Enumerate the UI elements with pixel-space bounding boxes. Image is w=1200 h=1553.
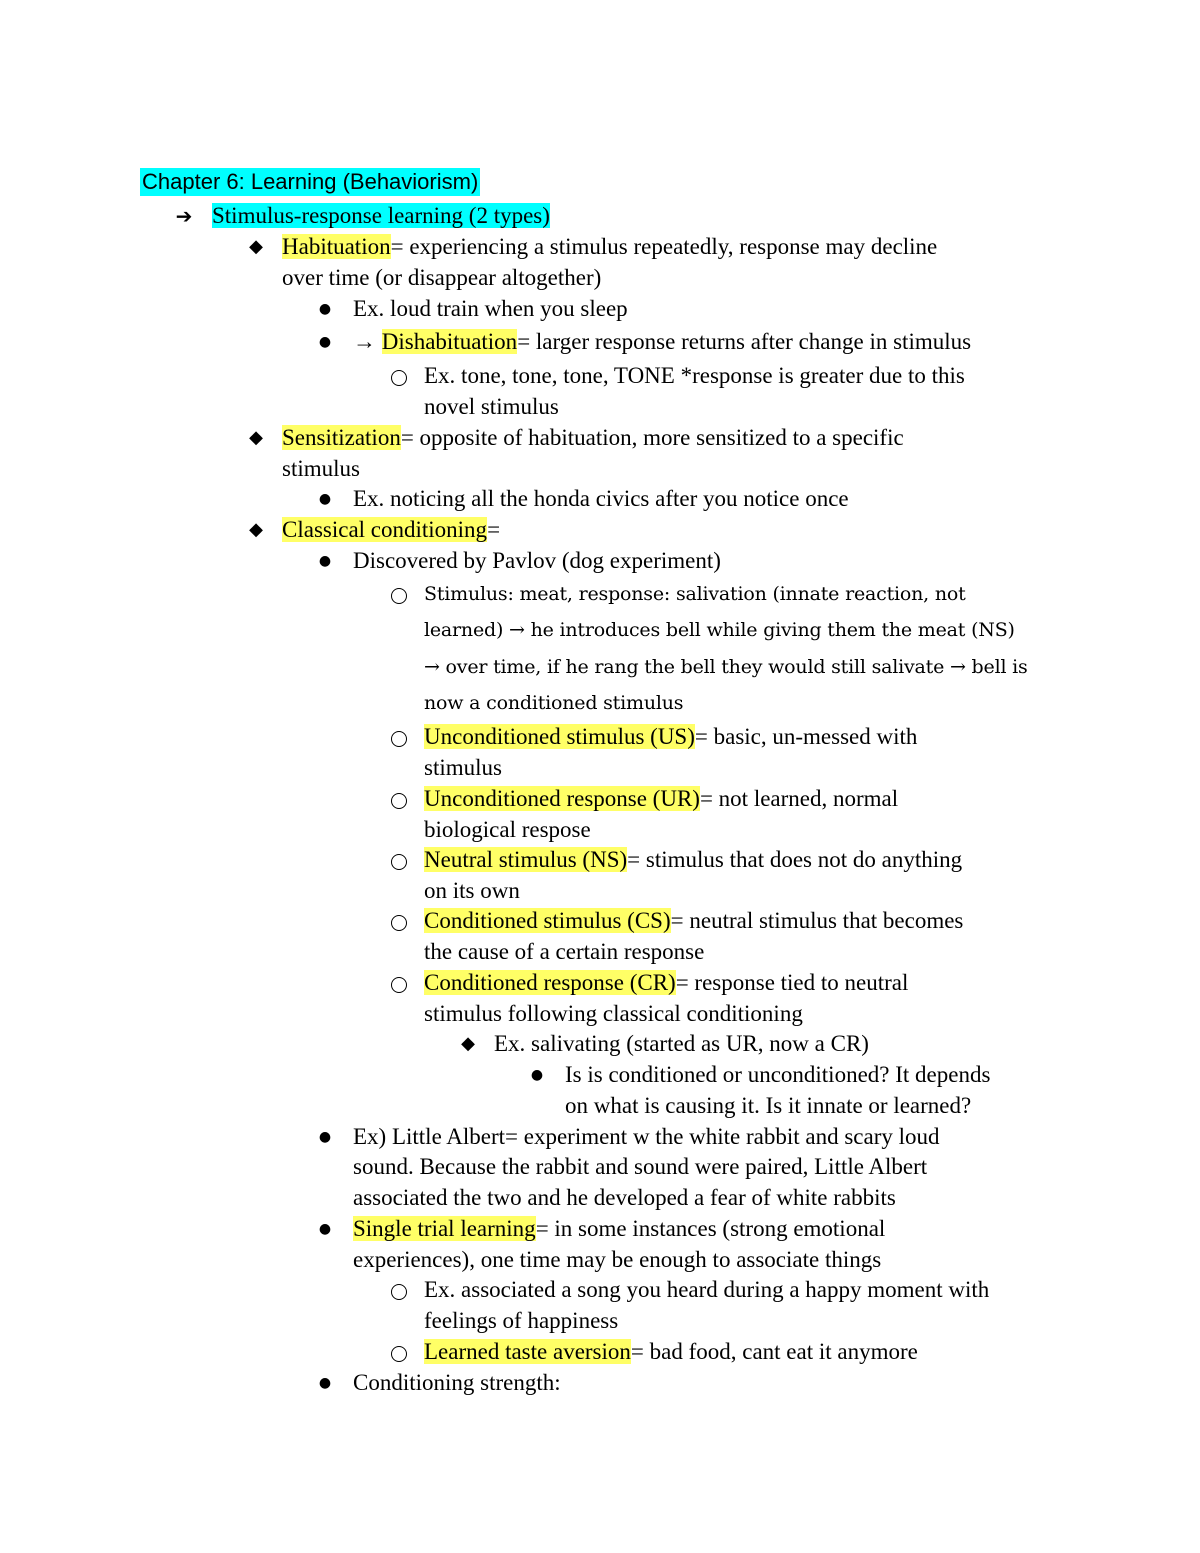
continuation-text: on its own [424, 878, 520, 903]
continuation-text: stimulus [282, 456, 360, 481]
circle-bullet-icon [391, 370, 407, 386]
outline-item-taste-aversion [424, 1337, 918, 1367]
dot-bullet-icon: ● [318, 1221, 332, 1237]
outline-item-classical-conditioning [282, 515, 500, 545]
term-single-trial-learning: Single trial learning [353, 1216, 536, 1241]
chapter-title: Chapter 6: Learning (Behaviorism) [142, 169, 479, 194]
term-learned-taste-aversion: Learned taste aversion [424, 1339, 631, 1364]
definition-text: = not learned, normal [699, 786, 899, 811]
term-ur: Unconditioned response (UR) [424, 786, 700, 811]
dot-bullet-icon: ● [318, 1375, 332, 1391]
outline-item-habituation [282, 232, 937, 262]
dot-bullet-icon: ● [318, 1129, 332, 1145]
highlighted-heading: Stimulus-response learning (2 types) [212, 203, 550, 228]
circle-bullet-icon [391, 588, 407, 604]
continuation-text: sound. Because the rabbit and sound were paired, Little Albert [353, 1154, 928, 1179]
outline-item-ns [424, 845, 962, 875]
continuation-text: → over time, if he rang the bell they would still salivate → bell is [424, 656, 1028, 678]
continuation-text: stimulus [424, 755, 502, 780]
outline-item-us [424, 722, 917, 752]
outline-item-ur [424, 784, 898, 814]
term-cr: Conditioned response (CR) [424, 970, 676, 995]
term-dishabituation: Dishabituation [381, 329, 518, 354]
circle-bullet-icon [391, 854, 407, 870]
definition-text: = opposite of habituation, more sensitized to a specific [400, 425, 904, 450]
definition-text: = in some instances (strong emotional [535, 1216, 886, 1241]
outline-item-example: Ex. noticing all the honda civics after you notice once [353, 486, 849, 511]
continuation-text: now a conditioned stimulus [424, 692, 684, 714]
definition-text: = bad food, cant eat it anymore [630, 1339, 918, 1364]
dot-bullet-icon: ● [318, 301, 332, 317]
outline-item-cr [424, 968, 908, 998]
definition-text: = experiencing a stimulus repeatedly, response may decline [390, 234, 938, 259]
circle-bullet-icon [391, 793, 407, 809]
definition-text: = larger response returns after change in stimulus [517, 329, 972, 354]
term-ns: Neutral stimulus (NS) [424, 847, 628, 872]
outline-item-stimulus-response [212, 201, 550, 231]
dot-bullet-icon: ● [530, 1067, 544, 1083]
outline-item-example: Ex. salivating (started as UR, now a CR) [494, 1031, 869, 1056]
continuation-text: biological respose [424, 817, 591, 842]
term-habituation: Habituation [282, 234, 391, 259]
term-sensitization: Sensitization [282, 425, 401, 450]
outline-item-example: Ex. loud train when you sleep [353, 296, 628, 321]
continuation-text: novel stimulus [424, 394, 559, 419]
diamond-bullet-icon: ◆ [249, 519, 263, 540]
dot-bullet-icon: ● [318, 334, 332, 350]
outline-item-little-albert: Ex) Little Albert= experiment w the white rabbit and scary loud [353, 1124, 940, 1149]
definition-text: = stimulus that does not do anything [627, 847, 963, 872]
continuation-text: feelings of happiness [424, 1308, 619, 1333]
arrow-prefix: → [353, 329, 382, 354]
definition-text: = neutral stimulus that becomes [670, 908, 964, 933]
circle-bullet-icon [391, 915, 407, 931]
outline-item-pavlov: Discovered by Pavlov (dog experiment) [353, 548, 721, 573]
continuation-text: over time (or disappear altogether) [282, 265, 602, 290]
dot-bullet-icon: ● [318, 553, 332, 569]
circle-bullet-icon [391, 731, 407, 747]
circle-bullet-icon [391, 1346, 407, 1362]
continuation-text: stimulus following classical conditioning [424, 1001, 803, 1026]
dot-bullet-icon: ● [318, 491, 332, 507]
continuation-text: associated the two and he developed a fear of white rabbits [353, 1185, 896, 1210]
definition-text: = basic, un-messed with [694, 724, 918, 749]
outline-item-example: Ex. associated a song you heard during a happy moment with [424, 1277, 990, 1302]
term-cs: Conditioned stimulus (CS) [424, 908, 671, 933]
continuation-text: on what is causing it. Is it innate or learned? [565, 1093, 972, 1118]
continuation-text: learned) → he introduces bell while giving them the meat (NS) [424, 619, 1015, 641]
continuation-text: experiences), one time may be enough to associate things [353, 1247, 882, 1272]
outline-item-single-trial [353, 1214, 885, 1244]
diamond-bullet-icon: ◆ [249, 236, 263, 257]
outline-item-example: Ex. tone, tone, tone, TONE *response is greater due to this [424, 363, 965, 388]
term-classical-conditioning: Classical conditioning [282, 517, 488, 542]
outline-item-dishabituation [353, 327, 971, 357]
circle-bullet-icon [391, 1284, 407, 1300]
arrow-bullet-icon: ➔ [175, 204, 193, 228]
diamond-bullet-icon: ◆ [461, 1033, 475, 1054]
definition-text: = [487, 517, 501, 542]
outline-item-sensitization [282, 423, 904, 453]
definition-text: = response tied to neutral [675, 970, 909, 995]
outline-item-question: Is is conditioned or unconditioned? It depends [565, 1062, 991, 1087]
outline-item-conditioning-strength: Conditioning strength: [353, 1370, 561, 1395]
circle-bullet-icon [391, 977, 407, 993]
outline-item-cs [424, 906, 963, 936]
term-us: Unconditioned stimulus (US) [424, 724, 695, 749]
diamond-bullet-icon: ◆ [249, 427, 263, 448]
continuation-text: the cause of a certain response [424, 939, 705, 964]
outline-item-pavlov-detail: Stimulus: meat, response: salivation (innate reaction, not [424, 583, 966, 605]
